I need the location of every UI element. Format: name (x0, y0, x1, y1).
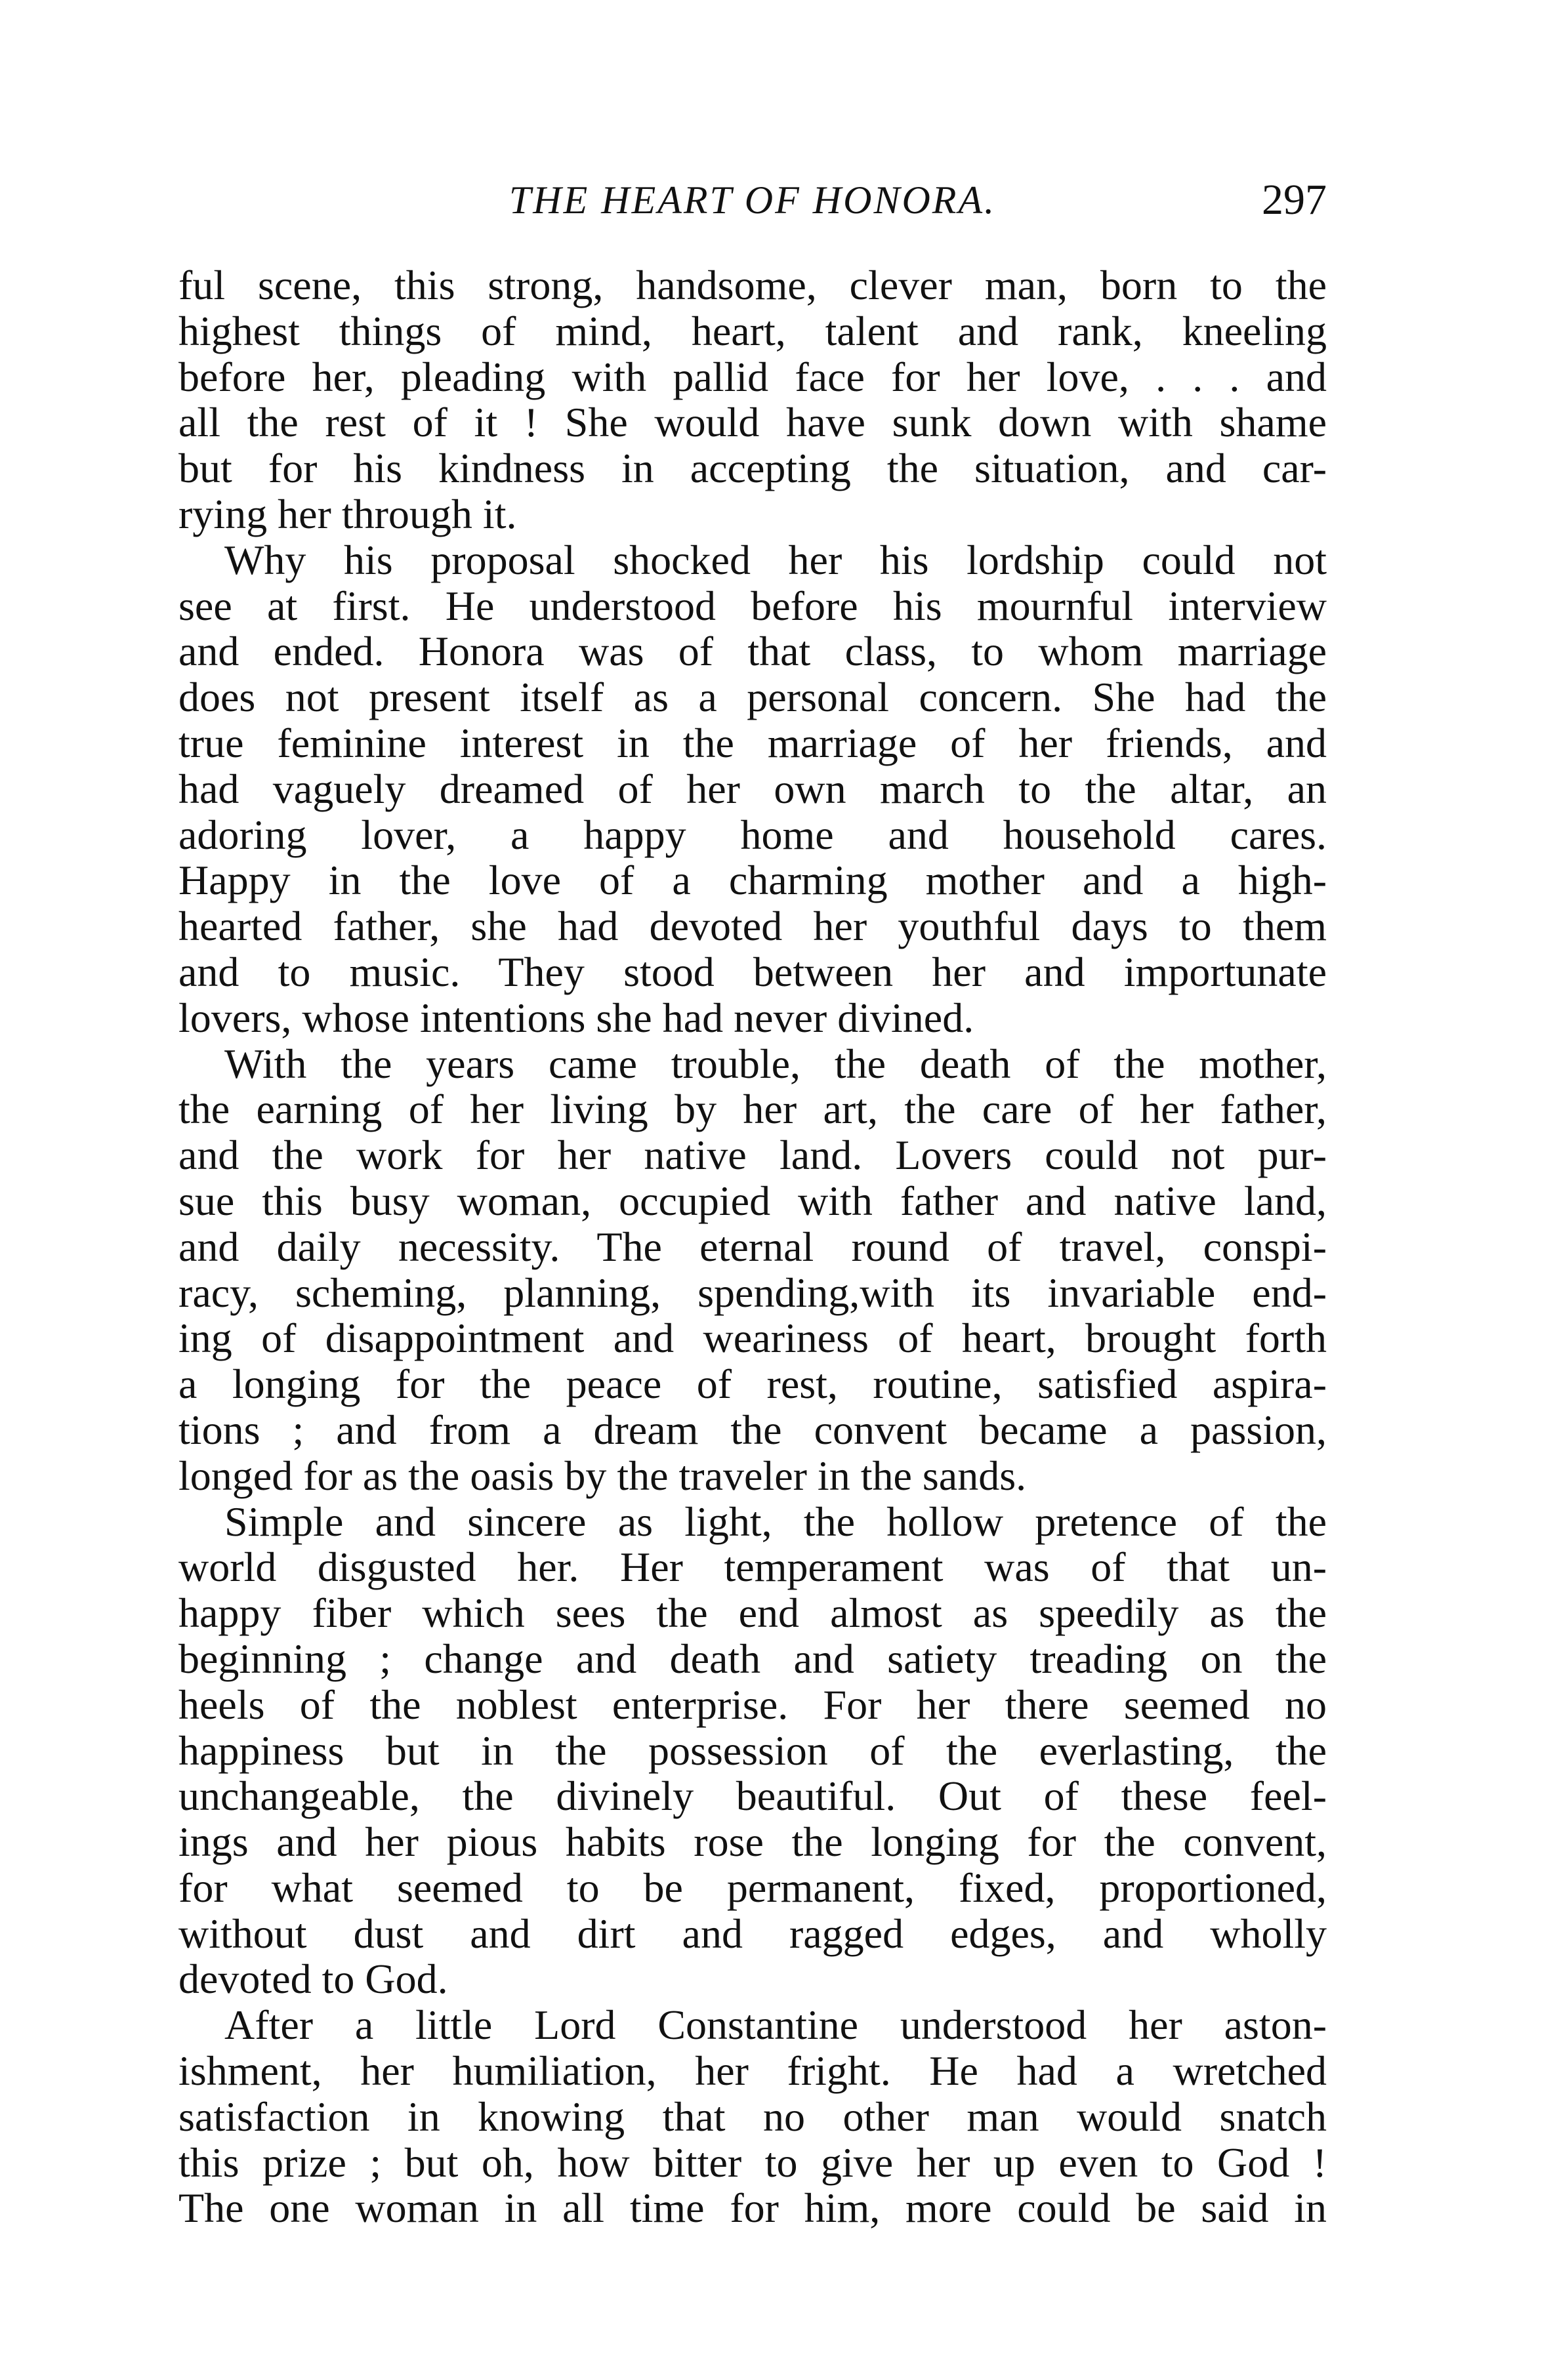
text-line: and to music. They stood between her and importunate (178, 948, 1327, 995)
text-line: Why his proposal shocked her his lordship could not (224, 536, 1327, 583)
text-line: rying her through it. (178, 490, 517, 537)
text-line: and ended. Honora was of that class, to whom marriage (178, 628, 1327, 675)
text-line: before her, pleading with pallid face for her love, . . . and (178, 353, 1327, 400)
running-title: THE HEART OF HONORA. (509, 178, 997, 222)
text-line: and the work for her native land. Lovers could not pur- (178, 1132, 1327, 1179)
text-line: racy, scheming, planning, spending,with its invariable end- (178, 1269, 1327, 1316)
text-line: devoted to God. (178, 1956, 448, 2003)
text-line: ful scene, this strong, handsome, clever man, born to the (178, 262, 1327, 308)
text-line: adoring lover, a happy home and household cares. (178, 811, 1327, 858)
text-line: hearted father, she had devoted her youthful days to them (178, 903, 1327, 950)
text-line: After a little Lord Constantine understood her aston- (224, 2001, 1327, 2049)
text-line: happy fiber which sees the end almost as speedily as the (178, 1590, 1327, 1637)
text-line: satisfaction in knowing that no other man would snatch (178, 2093, 1327, 2140)
text-line: world disgusted her. Her temperament was of that un- (178, 1544, 1327, 1591)
text-line: sue this busy woman, occupied with father and native land, (178, 1177, 1327, 1224)
text-line: and daily necessity. The eternal round of travel, conspi- (178, 1223, 1327, 1270)
text-line: The one woman in all time for him, more could be said in (178, 2185, 1327, 2232)
text-line: all the rest of it ! She would have sunk down with shame (178, 399, 1327, 446)
text-line: this prize ; but oh, how bitter to give her up even to God ! (178, 2139, 1327, 2186)
text-line: heels of the noblest enterprise. For her there seemed no (178, 1681, 1327, 1728)
text-line: highest things of mind, heart, talent and rank, kneeling (178, 307, 1327, 354)
text-line: unchangeable, the divinely beautiful. Out of these feel- (178, 1773, 1327, 1820)
text-line: does not present itself as a personal concern. She had the (178, 674, 1327, 721)
text-line: With the years came trouble, the death of the mother, (224, 1040, 1327, 1087)
text-line: true feminine interest in the marriage of her friends, and (178, 719, 1327, 766)
page-header (178, 174, 1327, 226)
text-line: ishment, her humiliation, her fright. He had a wretched (178, 2047, 1327, 2095)
text-line: lovers, whose intentions she had never divined. (178, 994, 974, 1041)
text-line: for what seemed to be permanent, fixed, proportioned, (178, 1864, 1327, 1911)
text-line: Happy in the love of a charming mother and a high- (178, 857, 1327, 904)
text-line: a longing for the peace of rest, routine, satisfied aspira- (178, 1361, 1327, 1408)
body-text (178, 262, 1327, 2231)
text-line: see at first. He understood before his mournful interview (178, 582, 1327, 629)
text-line: tions ; and from a dream the convent became a passion, (178, 1406, 1327, 1453)
text-line: happiness but in the possession of the everlasting, the (178, 1727, 1327, 1774)
text-line: ings and her pious habits rose the longing for the convent, (178, 1818, 1327, 1866)
text-line: the earning of her living by her art, the care of her father, (178, 1086, 1327, 1133)
text-line: had vaguely dreamed of her own march to the altar, an (178, 765, 1327, 812)
text-line: without dust and dirt and ragged edges, and wholly (178, 1910, 1327, 1957)
text-line: longed for as the oasis by the traveler in the sands. (178, 1452, 1027, 1499)
text-line: beginning ; change and death and satiety treading on the (178, 1635, 1327, 1682)
text-line: but for his kindness in accepting the situation, and car- (178, 445, 1327, 492)
page-number: 297 (1262, 176, 1327, 224)
text-line: ing of disappointment and weariness of heart, brought forth (178, 1315, 1327, 1362)
text-line: Simple and sincere as light, the hollow pretence of the (224, 1498, 1327, 1545)
